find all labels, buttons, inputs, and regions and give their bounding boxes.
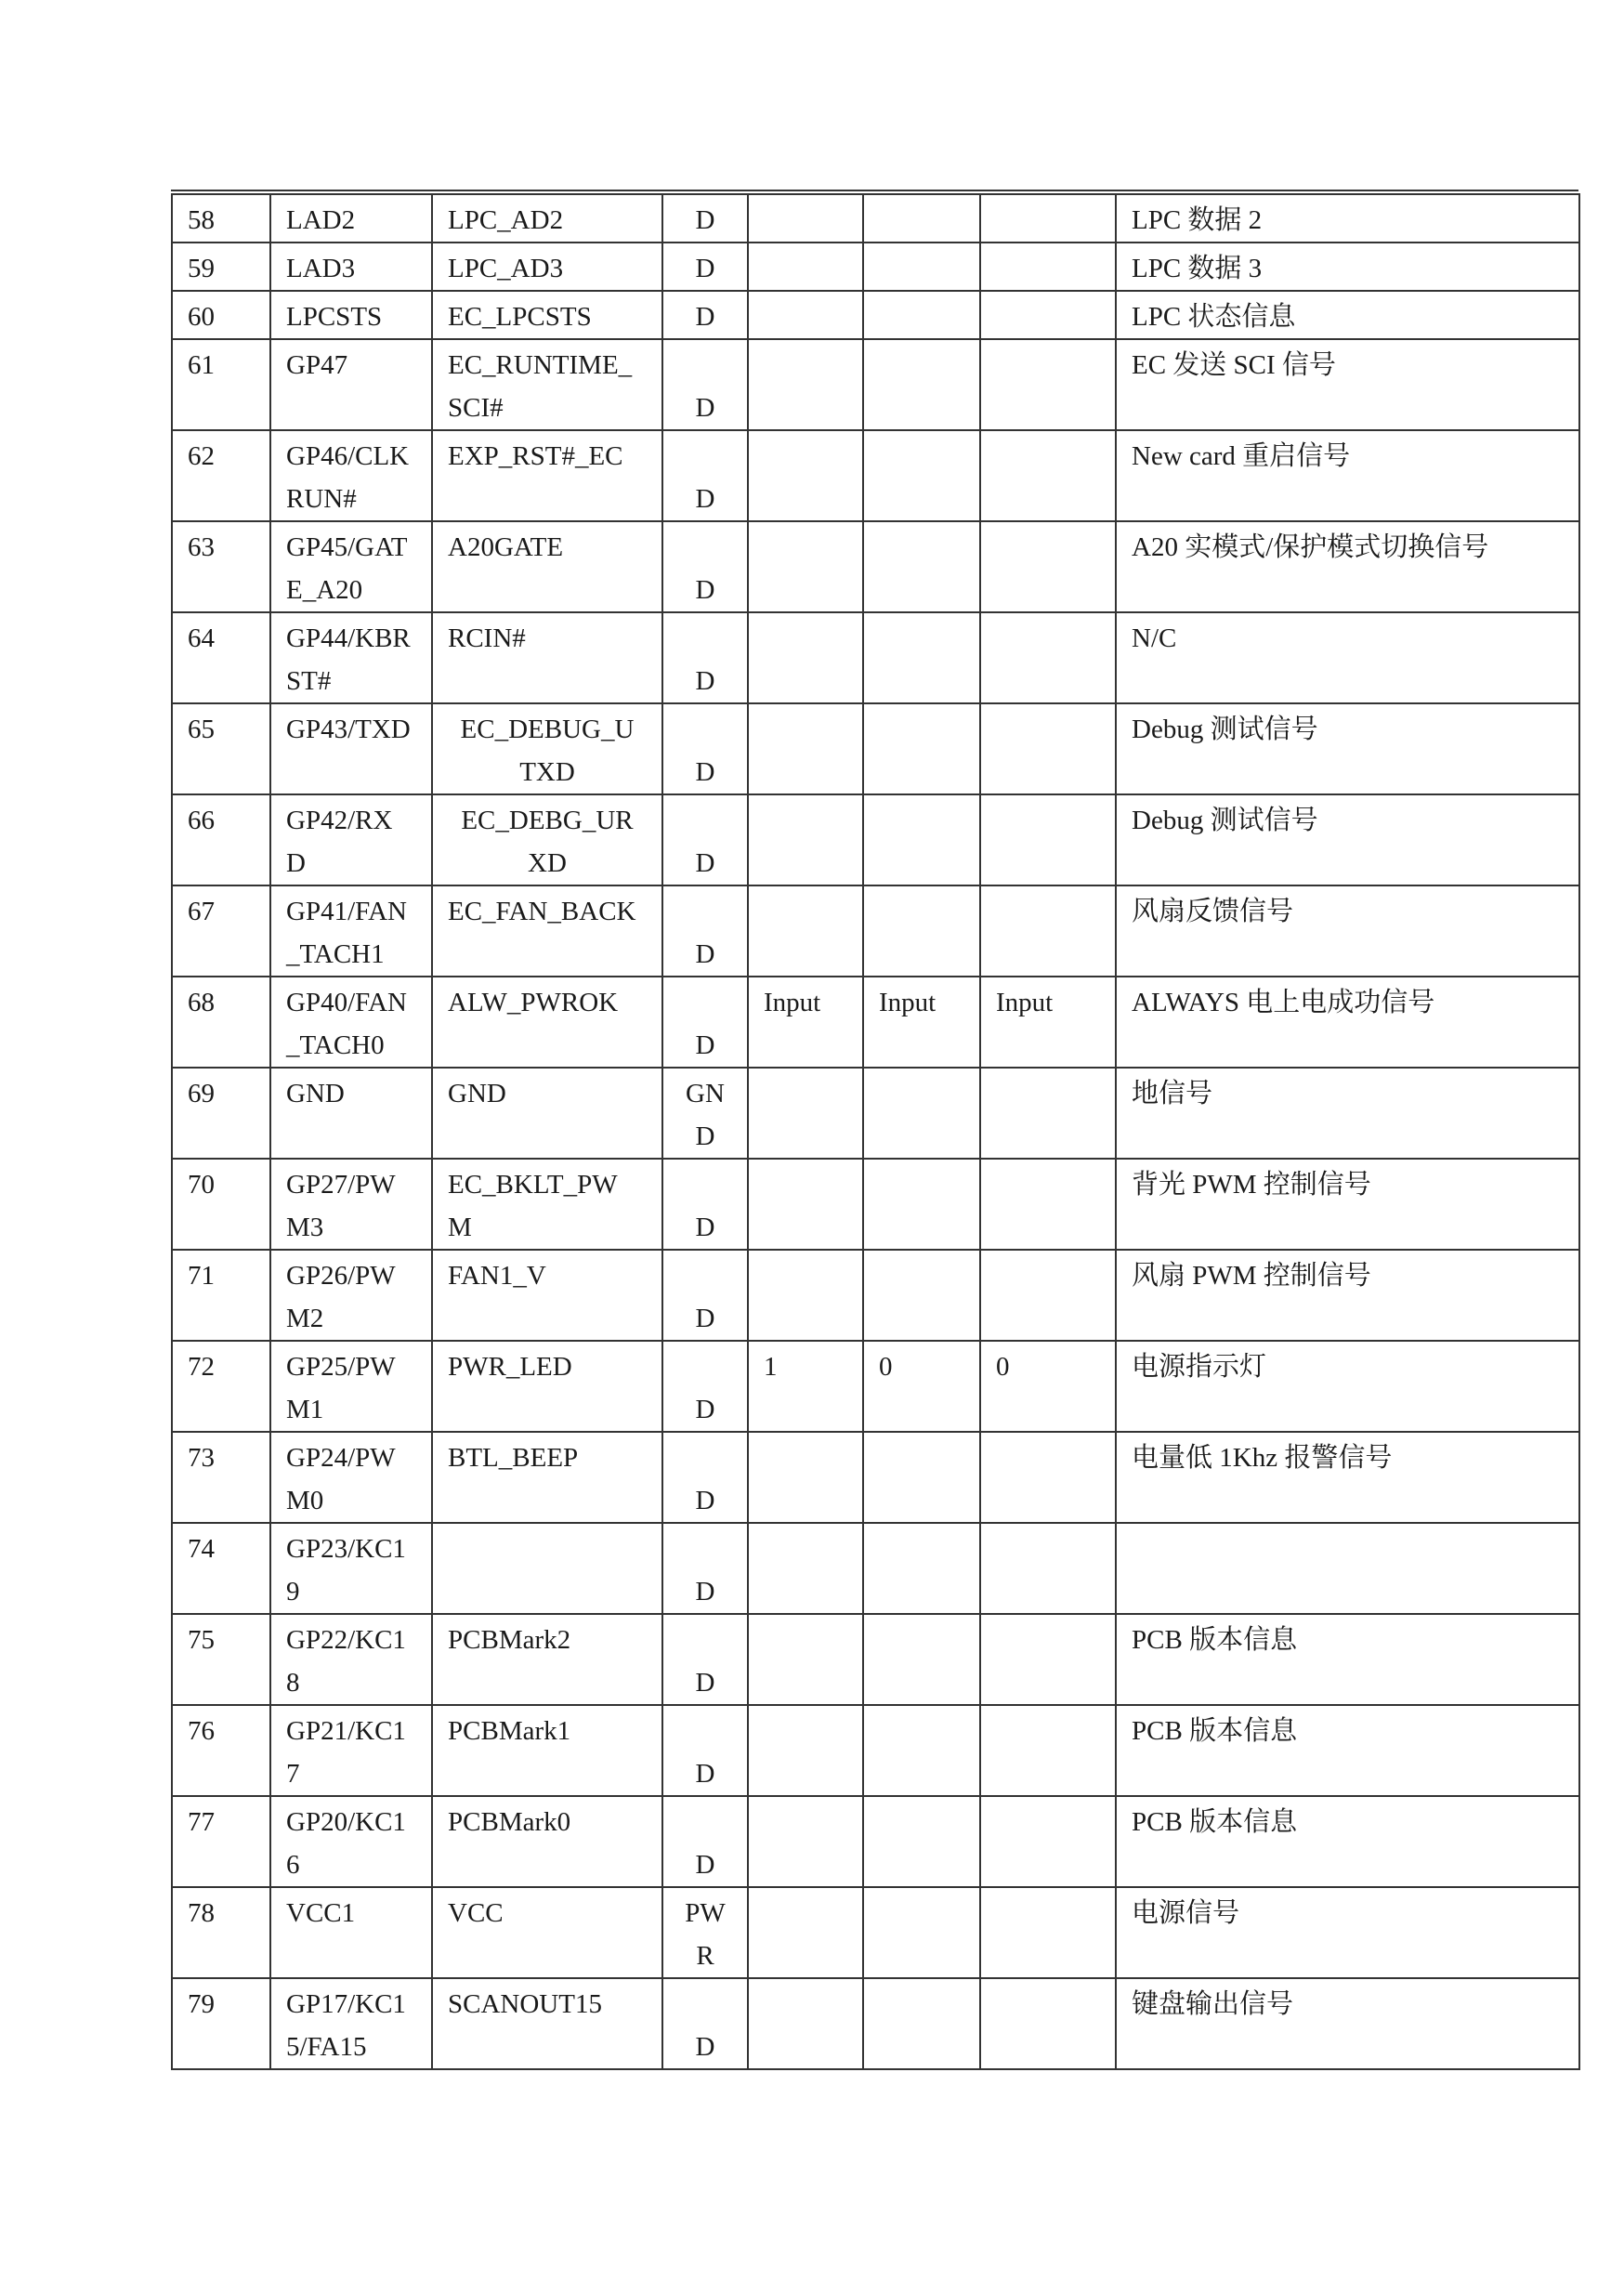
pin-name-cell: GP45/GAT E_A20: [270, 521, 432, 612]
state-3-cell: [980, 521, 1116, 612]
pin-name-cell: GP22/KC1 8: [270, 1614, 432, 1705]
table-row: [172, 794, 1579, 885]
state-3-cell: [980, 1250, 1116, 1341]
state-2-cell: [863, 430, 980, 521]
description-cell: PCB 版本信息: [1116, 1614, 1579, 1705]
io-type-cell: D: [662, 521, 748, 612]
state-3-cell: Input: [980, 977, 1116, 1068]
io-type-cell: D: [662, 794, 748, 885]
state-3-cell: [980, 194, 1116, 243]
table-row: [172, 1523, 1579, 1614]
net-name-cell: PCBMark1: [432, 1705, 662, 1796]
state-2-cell: [863, 1250, 980, 1341]
state-1-cell: [748, 1978, 863, 2069]
pin-number-cell: 66: [172, 794, 270, 885]
state-1-cell: [748, 1523, 863, 1614]
state-3-cell: [980, 1705, 1116, 1796]
state-2-cell: [863, 243, 980, 291]
pin-name-cell: LAD2: [270, 194, 432, 243]
io-type-cell: D: [662, 612, 748, 703]
state-3-cell: [980, 703, 1116, 794]
io-type-cell: D: [662, 1523, 748, 1614]
pin-number-cell: 76: [172, 1705, 270, 1796]
description-cell: LPC 状态信息: [1116, 291, 1579, 339]
net-name-cell: FAN1_V: [432, 1250, 662, 1341]
pin-name-cell: GP17/KC1 5/FA15: [270, 1978, 432, 2069]
description-cell: A20 实模式/保护模式切换信号: [1116, 521, 1579, 612]
state-2-cell: 0: [863, 1341, 980, 1432]
state-3-cell: [980, 1614, 1116, 1705]
description-cell: Debug 测试信号: [1116, 794, 1579, 885]
state-2-cell: [863, 194, 980, 243]
state-2-cell: [863, 1159, 980, 1250]
net-name-cell: EC_FAN_BACK: [432, 885, 662, 977]
state-3-cell: [980, 243, 1116, 291]
pin-number-cell: 63: [172, 521, 270, 612]
pin-number-cell: 69: [172, 1068, 270, 1159]
net-name-cell: PCBMark0: [432, 1796, 662, 1887]
io-type-cell: GN D: [662, 1068, 748, 1159]
table-row: [172, 194, 1579, 243]
description-cell: 背光 PWM 控制信号: [1116, 1159, 1579, 1250]
pin-name-cell: LAD3: [270, 243, 432, 291]
table-row: [172, 1978, 1579, 2069]
description-cell: 地信号: [1116, 1068, 1579, 1159]
net-name-cell: EC_RUNTIME_ SCI#: [432, 339, 662, 430]
net-name-cell: PWR_LED: [432, 1341, 662, 1432]
description-cell: LPC 数据 2: [1116, 194, 1579, 243]
state-3-cell: [980, 1796, 1116, 1887]
state-1-cell: Input: [748, 977, 863, 1068]
state-2-cell: [863, 703, 980, 794]
description-cell: LPC 数据 3: [1116, 243, 1579, 291]
pin-number-cell: 75: [172, 1614, 270, 1705]
net-name-cell: EC_BKLT_PW M: [432, 1159, 662, 1250]
pin-name-cell: LPCSTS: [270, 291, 432, 339]
table-row: [172, 885, 1579, 977]
pin-name-cell: GND: [270, 1068, 432, 1159]
net-name-cell: PCBMark2: [432, 1614, 662, 1705]
description-cell: ALWAYS 电上电成功信号: [1116, 977, 1579, 1068]
pin-number-cell: 67: [172, 885, 270, 977]
state-2-cell: [863, 1887, 980, 1978]
pin-name-cell: GP40/FAN _TACH0: [270, 977, 432, 1068]
description-cell: PCB 版本信息: [1116, 1796, 1579, 1887]
net-name-cell: BTL_BEEP: [432, 1432, 662, 1523]
pin-number-cell: 60: [172, 291, 270, 339]
state-2-cell: [863, 339, 980, 430]
net-name-cell: LPC_AD2: [432, 194, 662, 243]
net-name-cell: VCC: [432, 1887, 662, 1978]
io-type-cell: D: [662, 1341, 748, 1432]
state-2-cell: [863, 1523, 980, 1614]
pin-name-cell: GP43/TXD: [270, 703, 432, 794]
state-1-cell: [748, 703, 863, 794]
state-1-cell: [748, 1887, 863, 1978]
io-type-cell: D: [662, 291, 748, 339]
state-3-cell: [980, 430, 1116, 521]
state-1-cell: [748, 1068, 863, 1159]
table-row: [172, 430, 1579, 521]
pin-number-cell: 70: [172, 1159, 270, 1250]
io-type-cell: D: [662, 1432, 748, 1523]
net-name-cell: GND: [432, 1068, 662, 1159]
pin-name-cell: GP27/PW M3: [270, 1159, 432, 1250]
state-3-cell: [980, 1978, 1116, 2069]
state-2-cell: [863, 885, 980, 977]
state-3-cell: [980, 885, 1116, 977]
state-1-cell: [748, 521, 863, 612]
state-1-cell: [748, 885, 863, 977]
table-row: [172, 703, 1579, 794]
state-3-cell: [980, 291, 1116, 339]
state-1-cell: [748, 1250, 863, 1341]
table-row: [172, 1250, 1579, 1341]
state-1-cell: [748, 339, 863, 430]
pin-number-cell: 64: [172, 612, 270, 703]
state-2-cell: [863, 1614, 980, 1705]
state-2-cell: [863, 1432, 980, 1523]
pin-name-cell: GP25/PW M1: [270, 1341, 432, 1432]
table-row: [172, 612, 1579, 703]
state-1-cell: 1: [748, 1341, 863, 1432]
state-1-cell: [748, 194, 863, 243]
description-cell: N/C: [1116, 612, 1579, 703]
state-2-cell: [863, 1068, 980, 1159]
table-row: [172, 1614, 1579, 1705]
pin-name-cell: GP47: [270, 339, 432, 430]
net-name-cell: EC_DEBUG_U TXD: [432, 703, 662, 794]
state-3-cell: [980, 1068, 1116, 1159]
state-3-cell: [980, 1523, 1116, 1614]
state-3-cell: [980, 612, 1116, 703]
net-name-cell: EXP_RST#_EC: [432, 430, 662, 521]
pin-name-cell: GP26/PW M2: [270, 1250, 432, 1341]
pin-name-cell: GP24/PW M0: [270, 1432, 432, 1523]
state-1-cell: [748, 794, 863, 885]
state-3-cell: [980, 1159, 1116, 1250]
pin-name-cell: VCC1: [270, 1887, 432, 1978]
state-2-cell: [863, 521, 980, 612]
pin-number-cell: 77: [172, 1796, 270, 1887]
table-top-rule: [171, 190, 1578, 191]
state-3-cell: [980, 794, 1116, 885]
table-row: [172, 521, 1579, 612]
state-3-cell: [980, 339, 1116, 430]
net-name-cell: SCANOUT15: [432, 1978, 662, 2069]
description-cell: 键盘输出信号: [1116, 1978, 1579, 2069]
pin-name-cell: GP42/RX D: [270, 794, 432, 885]
pin-table-body: [172, 194, 1579, 2069]
description-cell: Debug 测试信号: [1116, 703, 1579, 794]
io-type-cell: D: [662, 977, 748, 1068]
state-2-cell: [863, 1978, 980, 2069]
state-3-cell: 0: [980, 1341, 1116, 1432]
state-1-cell: [748, 430, 863, 521]
pin-number-cell: 61: [172, 339, 270, 430]
pin-number-cell: 62: [172, 430, 270, 521]
net-name-cell: EC_LPCSTS: [432, 291, 662, 339]
io-type-cell: D: [662, 1796, 748, 1887]
io-type-cell: D: [662, 430, 748, 521]
io-type-cell: D: [662, 1705, 748, 1796]
description-cell: 风扇 PWM 控制信号: [1116, 1250, 1579, 1341]
description-cell: [1116, 1523, 1579, 1614]
pin-name-cell: GP44/KBR ST#: [270, 612, 432, 703]
state-2-cell: Input: [863, 977, 980, 1068]
pin-name-cell: GP23/KC1 9: [270, 1523, 432, 1614]
description-cell: 电源指示灯: [1116, 1341, 1579, 1432]
table-row: [172, 291, 1579, 339]
pin-name-cell: GP20/KC1 6: [270, 1796, 432, 1887]
net-name-cell: LPC_AD3: [432, 243, 662, 291]
pin-number-cell: 59: [172, 243, 270, 291]
pin-number-cell: 71: [172, 1250, 270, 1341]
pin-number-cell: 74: [172, 1523, 270, 1614]
table-row: [172, 1341, 1579, 1432]
description-cell: New card 重启信号: [1116, 430, 1579, 521]
state-1-cell: [748, 612, 863, 703]
state-1-cell: [748, 243, 863, 291]
io-type-cell: D: [662, 339, 748, 430]
pin-number-cell: 78: [172, 1887, 270, 1978]
pin-number-cell: 79: [172, 1978, 270, 2069]
state-2-cell: [863, 291, 980, 339]
table-row: [172, 1159, 1579, 1250]
state-2-cell: [863, 1705, 980, 1796]
state-2-cell: [863, 1796, 980, 1887]
state-3-cell: [980, 1432, 1116, 1523]
io-type-cell: D: [662, 243, 748, 291]
state-1-cell: [748, 1432, 863, 1523]
pin-definition-table: [171, 193, 1580, 2070]
description-cell: 风扇反馈信号: [1116, 885, 1579, 977]
description-cell: EC 发送 SCI 信号: [1116, 339, 1579, 430]
table-row: [172, 1796, 1579, 1887]
pin-number-cell: 58: [172, 194, 270, 243]
pin-number-cell: 73: [172, 1432, 270, 1523]
state-1-cell: [748, 1796, 863, 1887]
state-2-cell: [863, 612, 980, 703]
net-name-cell: A20GATE: [432, 521, 662, 612]
table-row: [172, 339, 1579, 430]
net-name-cell: [432, 1523, 662, 1614]
state-1-cell: [748, 1705, 863, 1796]
pin-name-cell: GP46/CLK RUN#: [270, 430, 432, 521]
io-type-cell: PW R: [662, 1887, 748, 1978]
pin-number-cell: 65: [172, 703, 270, 794]
table-row: [172, 1705, 1579, 1796]
state-1-cell: [748, 1614, 863, 1705]
table-row: [172, 1432, 1579, 1523]
description-cell: 电源信号: [1116, 1887, 1579, 1978]
io-type-cell: D: [662, 1250, 748, 1341]
table-row: [172, 243, 1579, 291]
state-2-cell: [863, 794, 980, 885]
pin-name-cell: GP21/KC1 7: [270, 1705, 432, 1796]
state-1-cell: [748, 291, 863, 339]
table-row: [172, 1068, 1579, 1159]
io-type-cell: D: [662, 1159, 748, 1250]
io-type-cell: D: [662, 1978, 748, 2069]
pin-name-cell: GP41/FAN _TACH1: [270, 885, 432, 977]
io-type-cell: D: [662, 194, 748, 243]
io-type-cell: D: [662, 885, 748, 977]
table-row: [172, 1887, 1579, 1978]
pin-number-cell: 72: [172, 1341, 270, 1432]
state-1-cell: [748, 1159, 863, 1250]
net-name-cell: ALW_PWROK: [432, 977, 662, 1068]
pin-number-cell: 68: [172, 977, 270, 1068]
description-cell: 电量低 1Khz 报警信号: [1116, 1432, 1579, 1523]
io-type-cell: D: [662, 1614, 748, 1705]
net-name-cell: EC_DEBG_UR XD: [432, 794, 662, 885]
state-3-cell: [980, 1887, 1116, 1978]
io-type-cell: D: [662, 703, 748, 794]
table-row: [172, 977, 1579, 1068]
net-name-cell: RCIN#: [432, 612, 662, 703]
description-cell: PCB 版本信息: [1116, 1705, 1579, 1796]
